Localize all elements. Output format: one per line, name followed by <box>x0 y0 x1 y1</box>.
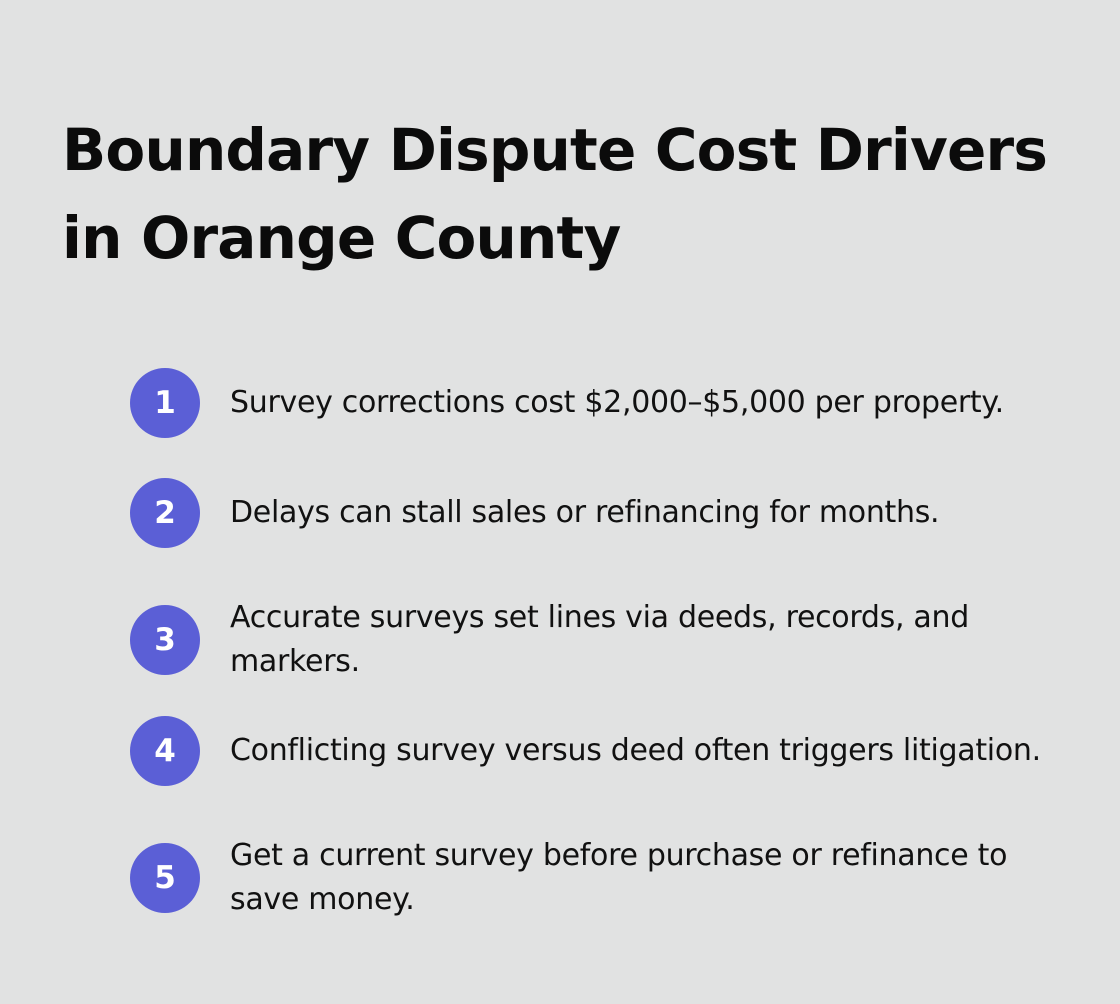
item-text: Delays can stall sales or refinancing for months. <box>230 495 940 530</box>
item-text: Accurate surveys set lines via deeds, records, and markers. <box>230 600 969 679</box>
list-item <box>130 834 1090 922</box>
number-badge: 1 <box>130 368 200 438</box>
number-badge: 3 <box>130 605 200 675</box>
cost-drivers-list <box>130 0 1090 1004</box>
item-text: Conflicting survey versus deed often triggers litigation. <box>230 733 1041 768</box>
list-item <box>130 368 1090 438</box>
number-badge: 5 <box>130 843 200 913</box>
number-badge: 4 <box>130 716 200 786</box>
list-item <box>130 596 1090 684</box>
item-text: Survey corrections cost $2,000–$5,000 per property. <box>230 385 1004 420</box>
list-item <box>130 478 1090 548</box>
page-title: Boundary Dispute Cost Drivers in Orange County <box>62 116 1048 272</box>
list-item <box>130 716 1090 786</box>
number-badge: 2 <box>130 478 200 548</box>
item-text: Get a current survey before purchase or refinance to save money. <box>230 838 1008 917</box>
